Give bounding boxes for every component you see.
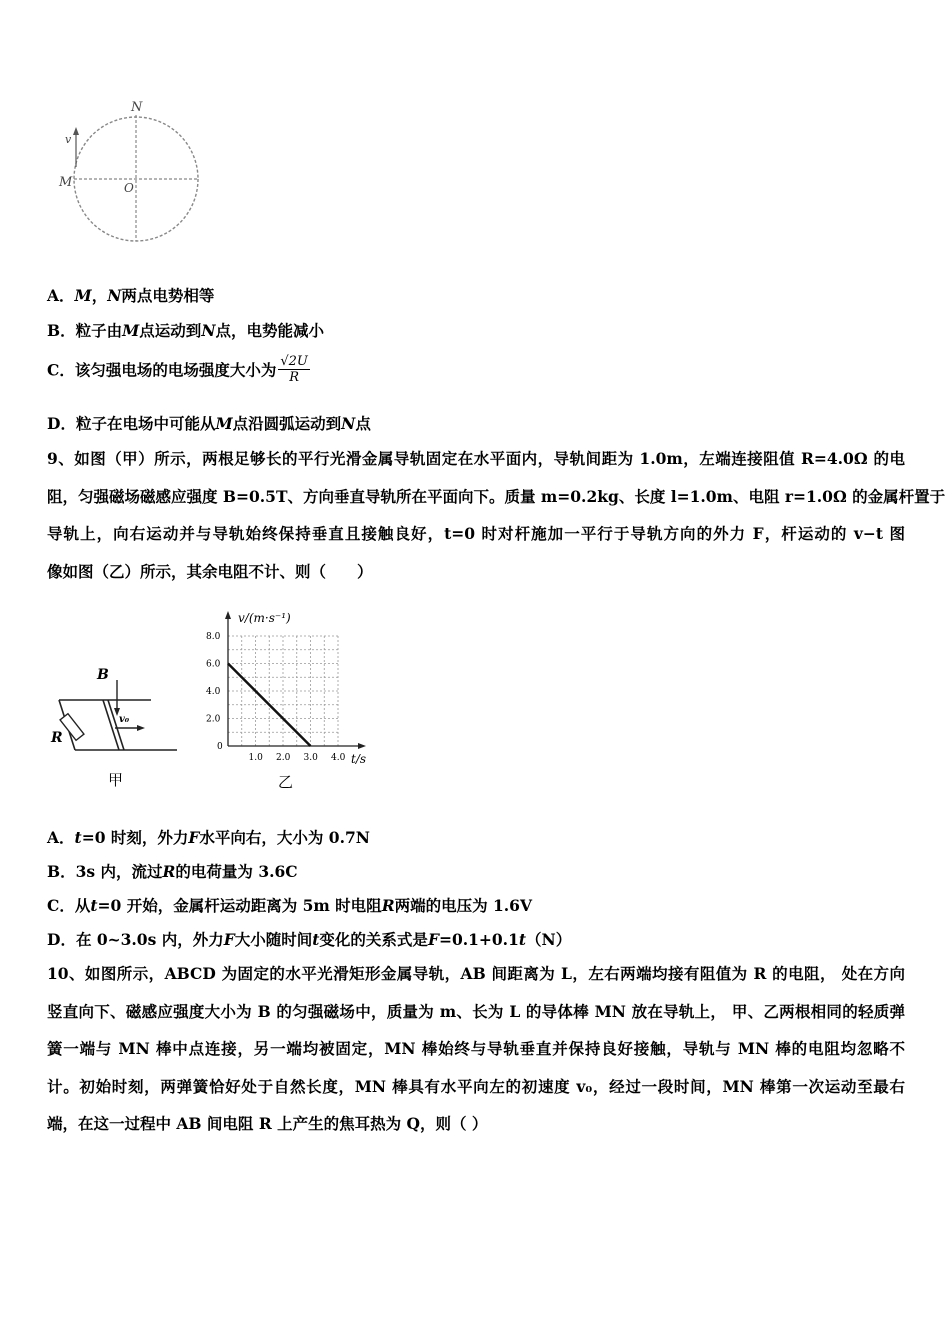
label-v: v — [65, 133, 72, 146]
y-tick-label: 8.0 — [206, 632, 221, 642]
x-axis-label: t/s — [351, 752, 367, 766]
label-O: O — [124, 181, 134, 195]
x-tick-label: 2.0 — [276, 753, 291, 763]
q10-line-1: 10、如图所示，ABCD 为固定的水平光滑矩形金属导轨，AB 间距离为 L，左右两端均接有阻值为 R 的电阻， 处在方向 — [47, 964, 905, 983]
q9-stem — [47, 440, 946, 590]
y-tick-label: 4.0 — [206, 687, 221, 697]
x-tick-label: 3.0 — [303, 753, 318, 763]
label-N: N — [131, 100, 143, 115]
y-tick-label: 6.0 — [206, 659, 221, 670]
q10-line-4: 计。初始时刻，两弹簧恰好处于自然长度，MN 棒具有水平向左的初速度 v₀，经过一段时间，MN 棒第一次运动至最右 — [47, 1076, 905, 1096]
resistor — [60, 714, 84, 741]
q10-line-3: 簧一端与 MN 棒中点连接，另一端均被固定，MN 棒始终与导轨垂直并保持良好接触，导轨与 MN 棒的电阻均忽略不 — [47, 1039, 905, 1058]
q8-option-b: B．粒子由M点运动到N点，电势能减小 — [47, 321, 324, 340]
x-tick-label: 4.0 — [331, 753, 346, 763]
q9-line-2: 阻，匀强磁场磁感应强度 B=0.5T、方向垂直导轨所在平面向下。质量 m=0.2kg、长度 l=1.0m、电阻 r=1.0Ω 的金属杆置于 — [47, 486, 946, 506]
q9-line-1: 9、如图（甲）所示，两根足够长的平行光滑金属导轨固定在水平面内，导轨间距为 1.0m，左端连接阻值 R=4.0Ω 的电 — [47, 449, 905, 468]
label-M: M — [59, 175, 73, 190]
q8-option-a: A．M，N两点电势相等 — [47, 286, 215, 305]
y-axis-arrowhead — [225, 611, 231, 619]
figure-circle — [55, 95, 215, 250]
q10-line-2: 竖直向下、磁感应强度大小为 B 的匀强磁场中，质量为 m、长为 L 的导体棒 MN 放在导轨上， 甲、乙两根相同的轻质弹 — [47, 1001, 905, 1021]
q8-option-c: C．该匀强电场的电场强度大小为 $\frac{√2U}{R}$ — [47, 354, 308, 385]
figure-yi-chart — [200, 605, 390, 795]
label-R: R — [51, 730, 63, 746]
label-v0: v₀ — [119, 714, 130, 725]
velocity-arrowhead — [73, 127, 79, 135]
caption-yi: 乙 — [278, 773, 294, 791]
chart-grid — [228, 636, 338, 746]
q9-line-4: 像如图（乙）所示，其余电阻不计、则（ ） — [47, 561, 373, 581]
y-tick-label: 2.0 — [206, 714, 221, 725]
q10-line-5: 端，在这一过程中 AB 间电阻 R 上产生的焦耳热为 Q，则（ ） — [47, 1114, 488, 1133]
x-axis-arrowhead — [358, 743, 366, 749]
velocity-arrowhead — [137, 725, 145, 731]
q9-option-b: B．3s 内，流过R的电荷量为 3.6C — [47, 862, 298, 881]
q10-stem — [47, 955, 905, 1143]
q9-option-d: D．在 0~3.0s 内，外力F大小随时间t变化的关系式是F=0.1+0.1t（N） — [47, 930, 572, 949]
q9-option-c: C．从t=0 开始，金属杆运动距离为 5m 时电阻R两端的电压为 1.6V — [47, 896, 532, 915]
q9-option-a: A．t=0 时刻，外力F水平向右，大小为 0.7N — [47, 828, 370, 847]
q9-line-3: 导轨上，向右运动并与导轨始终保持垂直且接触良好，t=0 时对杆施加一平行于导轨方向的外力 F，杆运动的 v−t 图 — [47, 524, 905, 543]
y-tick-label: 0 — [217, 742, 223, 752]
q8-option-d: D．粒子在电场中可能从M点沿圆弧运动到N点 — [47, 414, 371, 433]
label-B: B — [97, 667, 109, 683]
y-axis-label: v/(m·s⁻¹) — [238, 611, 291, 625]
caption-jia: 甲 — [108, 771, 124, 789]
fraction: $\frac{√2U}{R}$ — [280, 354, 308, 385]
figure-jia — [45, 660, 185, 790]
x-tick-label: 1.0 — [248, 753, 263, 763]
